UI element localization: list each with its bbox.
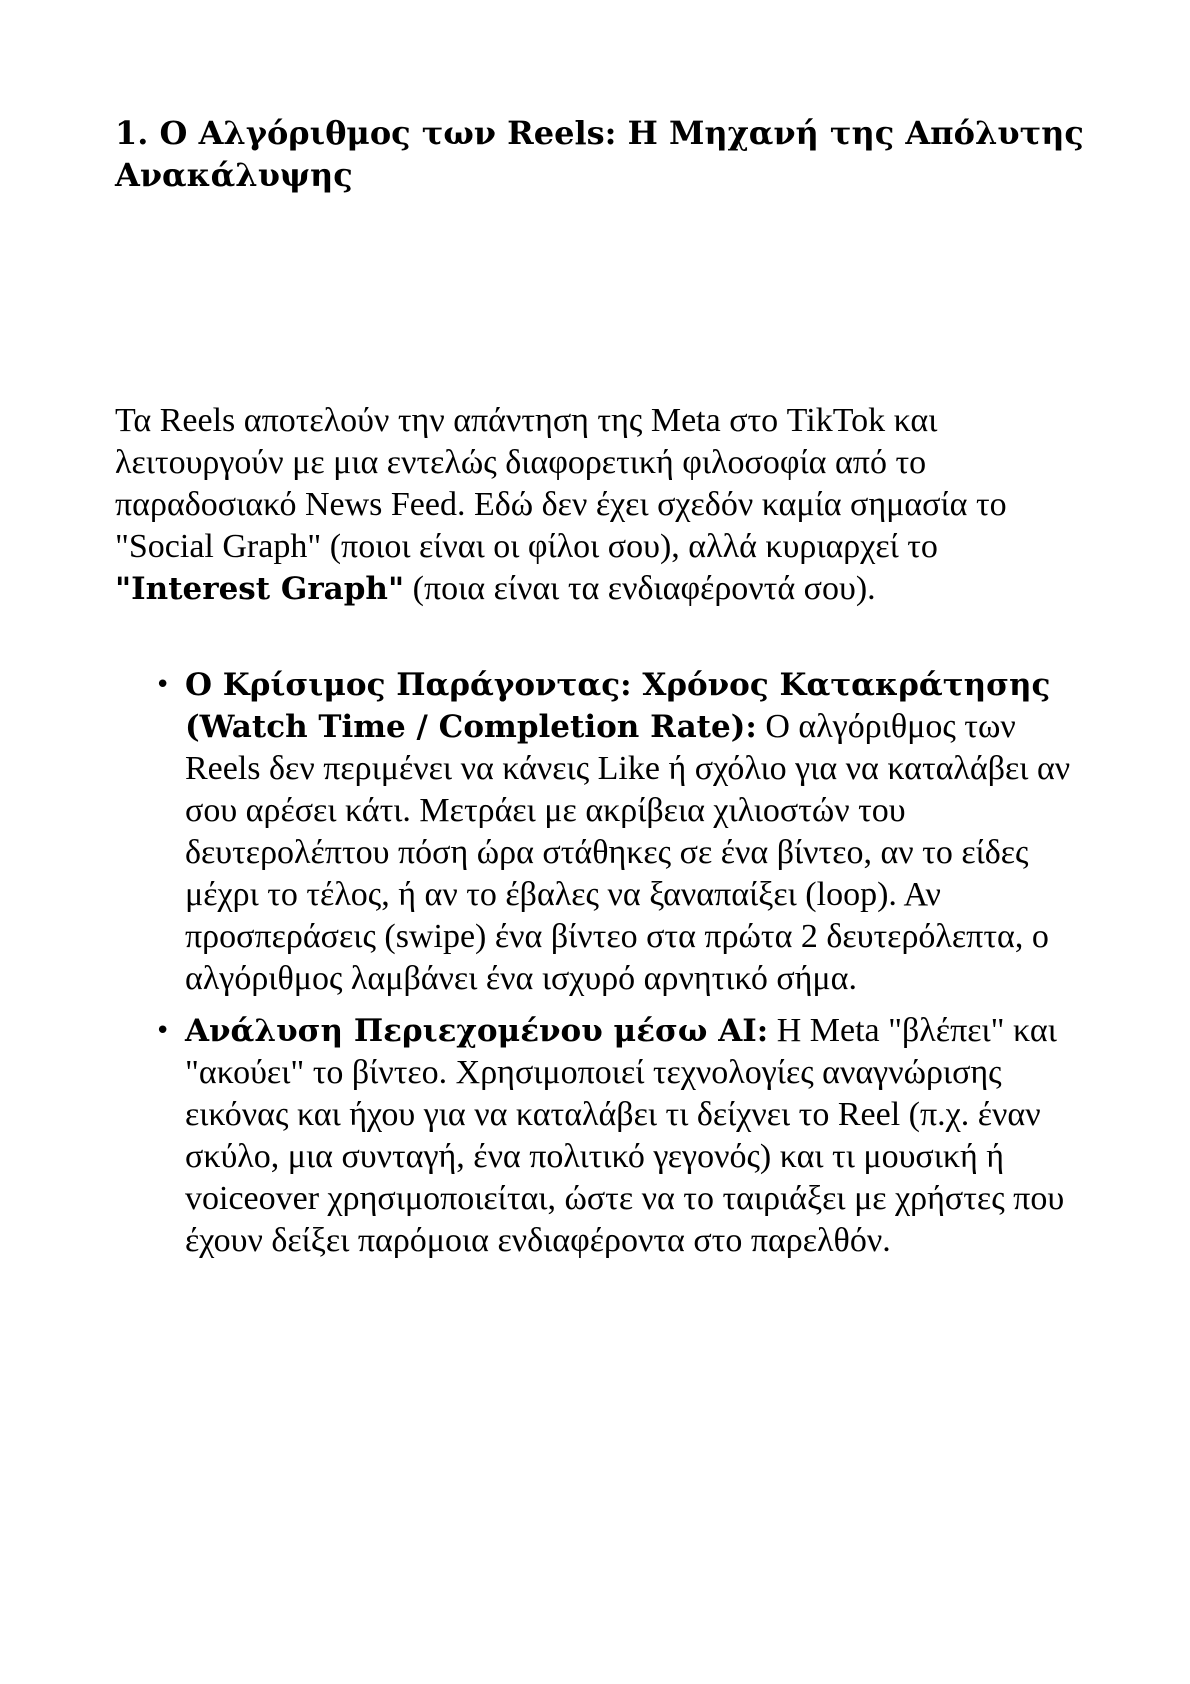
bullet-text: Ο αλγόριθμος των Reels δεν περιμένει να κάνεις Like ή σχόλιο για να καταλάβει αν σου αρέσει κάτι. Μετράει με ακρίβεια χιλιοστών του δευτερολέπτου πόση ώρα στάθηκες σε ένα βίντεο, αν το είδες μέχρι το τέλος, ή αν το έβαλες να ξαναπαίξει (loop). Αν προσπεράσεις (swipe) ένα βίντεο στα πρώτα 2 δευτερόλεπτα, ο αλγόριθμος λαμβάνει ένα ισχυρό αρνητικό σήμα. [185,708,1071,997]
bullet-text: Η Meta "βλέπει" και "ακούει" το βίντεο. Χρησιμοποιεί τεχνολογίες αναγνώρισης εικόνας και ήχου για να καταλάβει τι δείχνει το Reel (π.χ. έναν σκύλο, μια συνταγή, ένα πολιτικό γεγονός) και τι μουσική ή voiceover χρησιμοποιείται, ώστε να το ταιριάξει με χρήστες που έχουν δείξει παρόμοια ενδιαφέροντα στο παρελθόν. [185,1012,1065,1259]
intro-paragraph [115,400,1085,610]
bullet-marker: • [155,1016,171,1046]
intro-text-before: Τα Reels αποτελούν την απάντηση της Meta στο TikTok και λειτουργούν με μια εντελώς διαφορετική φιλοσοφία από το παραδοσιακό News Feed. Εδώ δεν έχει σχεδόν καμία σημασία το "Social Graph" (ποιοι είναι οι φίλοι σου), αλλά κυριαρχεί το [115,402,1007,565]
bullet-title: Ανάλυση Περιεχομένου μέσω AI: [185,1013,769,1049]
bullet-item-ai-analysis [155,1010,1090,1262]
bullet-marker: • [155,670,171,700]
bullet-item-watch-time [155,664,1090,1000]
intro-bold-term: "Interest Graph" [115,571,405,607]
section-heading: 1. Ο Αλγόριθμος των Reels: Η Μηχανή της Απόλυτης Ανακάλυψης [115,114,1084,194]
bullet-list [155,664,1090,1272]
intro-text-after: (ποια είναι τα ενδιαφέροντά σου). [404,570,876,607]
bullet-title: Ο Κρίσιμος Παράγοντας: Χρόνος Κατακράτησης (Watch Time / Completion Rate): [185,667,1051,745]
